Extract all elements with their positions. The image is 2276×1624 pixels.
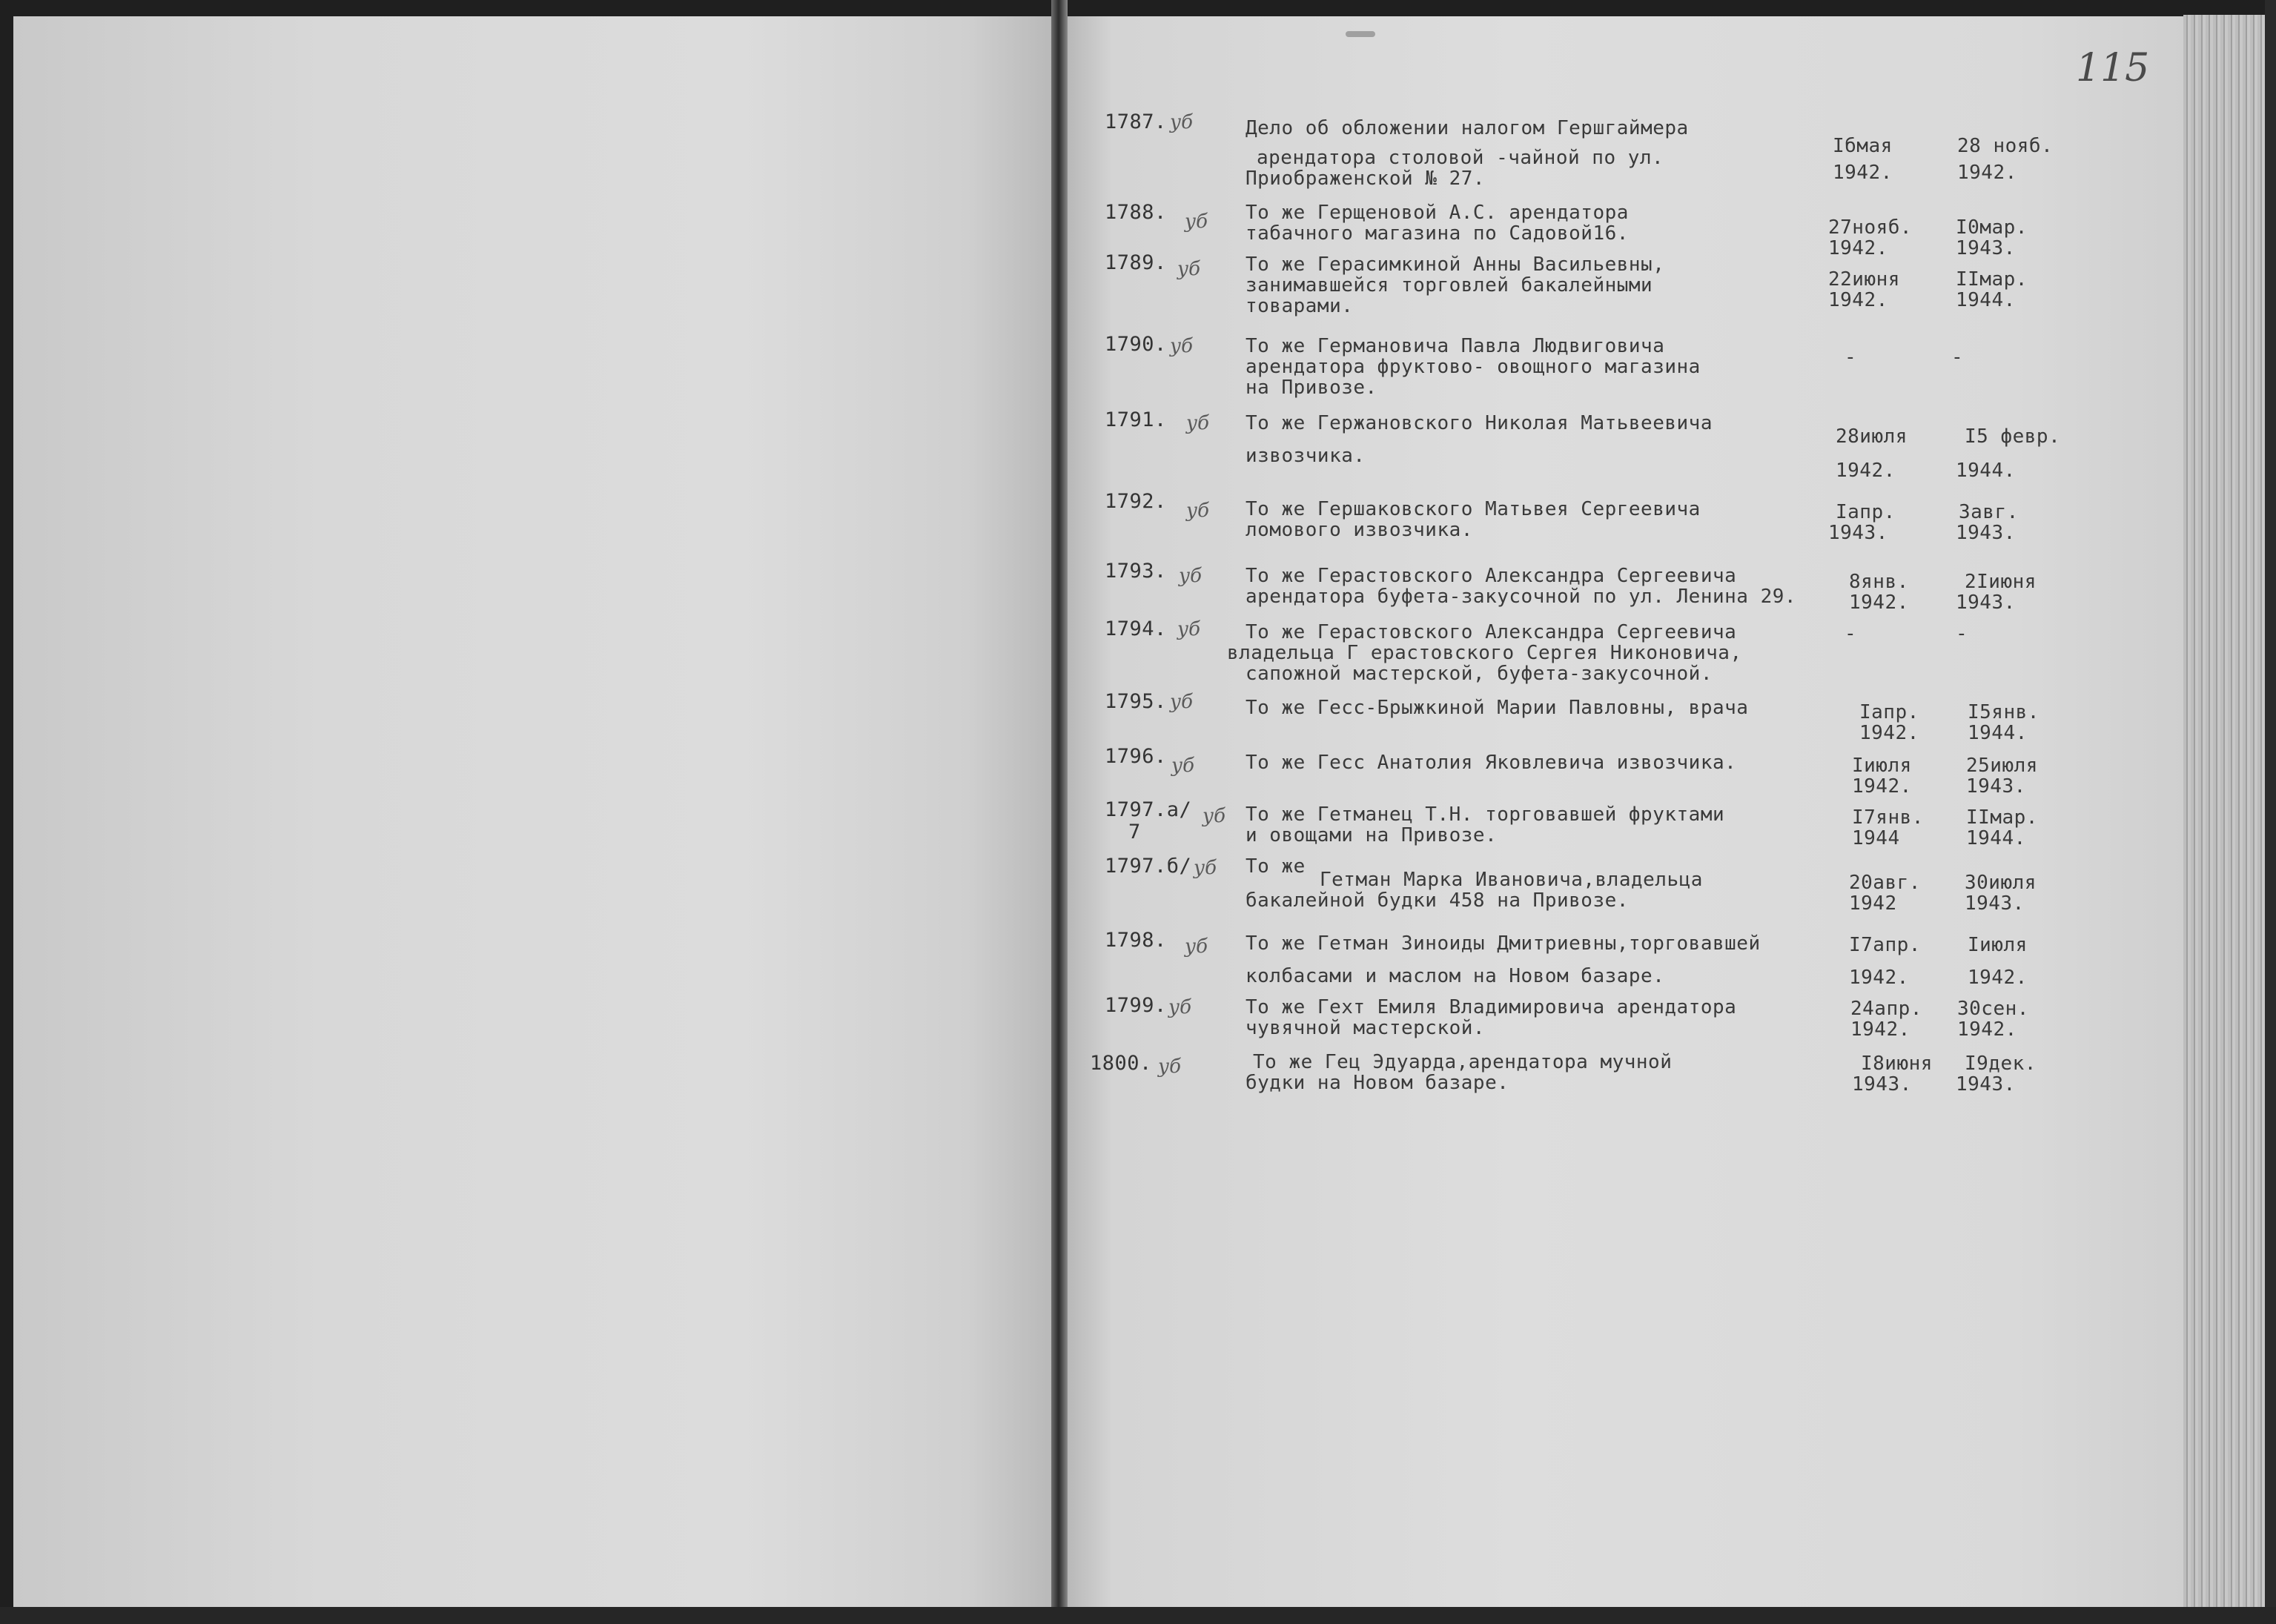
entry-mark: уб (1185, 935, 1208, 958)
entry-number: 1796. (1105, 745, 1167, 768)
entry-mark: уб (1177, 618, 1200, 640)
entry-number: 1790. (1105, 333, 1167, 356)
entry-line: бакалейной будки 458 на Привозе. (1245, 889, 1629, 912)
start-year: 1942. (1849, 591, 1909, 614)
start-date: I7апр. (1849, 934, 1921, 956)
end-year: 1943. (1956, 237, 2016, 259)
start-date: Iиюля (1852, 755, 1912, 777)
end-year: 1942. (1968, 967, 2028, 989)
start-date: 27нояб. (1828, 216, 1913, 239)
entry-number: 1797.а/ (1105, 798, 1192, 821)
start-date: - (1845, 623, 1857, 645)
entry-mark: уб (1202, 805, 1225, 827)
scan-border-bottom (0, 1607, 2276, 1624)
entry-line: товарами. (1245, 295, 1354, 317)
end-date: 2Iиюня (1965, 571, 2037, 593)
start-year: 1942. (1833, 162, 1893, 184)
entry-line: То же Гержановского Николая Матьвеевича (1245, 412, 1713, 434)
entry-mark: уб (1158, 1055, 1181, 1078)
end-date: 30июля (1965, 872, 2037, 894)
start-year: 1942. (1836, 460, 1896, 482)
start-date: I7янв. (1852, 806, 1924, 829)
scan-border-right (2265, 0, 2276, 1624)
entry-mark: уб (1177, 258, 1200, 280)
entry-number: 1797.б/ (1105, 855, 1192, 878)
start-year: 1943. (1828, 522, 1888, 544)
end-year: 1942. (1957, 1018, 2017, 1041)
start-year: 1942. (1849, 967, 1909, 989)
end-date: I0мар. (1956, 216, 2028, 239)
entry-line: То же Гесс Анатолия Яковлевича извозчика. (1245, 752, 1737, 774)
start-date: Iапр. (1859, 701, 1919, 723)
entry-line: будки на Новом базаре. (1245, 1072, 1509, 1094)
entry-number: 1791. (1105, 408, 1167, 431)
page-folio-number: 115 (2076, 46, 2150, 90)
start-date: Iбмая (1833, 135, 1893, 157)
end-year: 1943. (1956, 522, 2016, 544)
end-year: 1944. (1956, 460, 2016, 482)
start-year: 1943. (1852, 1073, 1912, 1096)
entry-line: То же Гетманец Т.Н. торговавшей фруктами (1245, 803, 1725, 826)
entry-mark: уб (1168, 996, 1191, 1018)
entry-line: арендатора фруктово- овощного магазина (1245, 356, 1701, 378)
entry-line: То же Герасимкиной Анны Васильевны, (1245, 253, 1665, 276)
end-date: 28 нояб. (1957, 135, 2054, 157)
end-date: 30сен. (1957, 998, 2029, 1020)
end-date: I9дек. (1965, 1053, 2037, 1075)
right-page (1068, 16, 2183, 1610)
entry-number: 1792. (1105, 490, 1167, 513)
entry-mark: уб (1186, 500, 1209, 522)
entry-line: занимавшейся торговлей бакалейными (1245, 274, 1653, 296)
end-date: - (1956, 623, 1968, 645)
start-year: 1942. (1852, 775, 1912, 798)
end-year: 1943. (1956, 1073, 2016, 1096)
entry-line: То же Гесс-Брыжкиной Марии Павловны, врача (1245, 697, 1749, 719)
end-year: 1944. (1956, 289, 2016, 311)
start-year: 1944 (1852, 827, 1900, 849)
entry-mark: уб (1179, 565, 1202, 587)
left-page (13, 16, 1051, 1610)
start-date: 22июня (1828, 268, 1900, 291)
entry-number: 1788. (1105, 201, 1167, 224)
entry-line: извозчика. (1245, 445, 1366, 467)
end-year: 1944. (1968, 722, 2028, 744)
entry-line: Приображенской № 27. (1245, 168, 1486, 190)
entry-line: арендатора столовой -чайной по ул. (1257, 147, 1664, 169)
entry-line: То же Германовича Павла Людвиговича (1245, 335, 1665, 357)
end-date: - (1951, 346, 1964, 368)
end-date: 25июля (1966, 755, 2038, 777)
entry-mark: уб (1170, 691, 1193, 713)
start-date: 8янв. (1849, 571, 1909, 593)
end-year: 1943. (1965, 892, 2025, 915)
start-date: I8июня (1861, 1053, 1933, 1075)
entry-line: чувячной мастерской. (1245, 1017, 1486, 1039)
end-date: I5 февр. (1965, 425, 2061, 448)
entry-number: 1795. (1105, 690, 1167, 713)
entry-number: 1793. (1105, 560, 1167, 583)
start-date: 24апр. (1850, 998, 1922, 1020)
entry-mark: уб (1170, 335, 1193, 357)
start-date: - (1845, 346, 1857, 368)
end-year: 1944. (1966, 827, 2026, 849)
entry-number: 1789. (1105, 251, 1167, 274)
end-year: 1943. (1966, 775, 2026, 798)
ink-smudge (1346, 31, 1375, 37)
entry-number: 1798. (1105, 929, 1167, 952)
entry-line: То же Гец Эдуарда,арендатора мучной (1253, 1051, 1673, 1073)
entry-number-continued: 7 (1128, 821, 1141, 844)
entry-line: на Привозе. (1245, 377, 1377, 399)
entry-line: То же Гехт Емиля Владимировича арендатора (1245, 996, 1737, 1018)
entry-line: и овощами на Привозе. (1245, 824, 1498, 846)
entry-line: сапожной мастерской, буфета-закусочной. (1245, 663, 1713, 685)
entry-line: То же Гершаковского Матьвея Сергеевича (1245, 498, 1701, 520)
page-edges (2183, 15, 2265, 1608)
book-gutter (1051, 0, 1068, 1624)
entry-mark: уб (1186, 412, 1209, 434)
entry-line: То же Герастовского Александра Сергеевича (1245, 621, 1737, 643)
entry-line: То же Гетман Зиноиды Дмитриевны,торговавшей (1245, 932, 1761, 955)
entry-line: колбасами и маслом на Новом базаре. (1245, 965, 1665, 987)
start-date: 28июля (1836, 425, 1908, 448)
entry-line: То же Герщеновой А.С. арендатора (1245, 202, 1629, 224)
entry-mark: уб (1171, 755, 1194, 777)
entry-mark: уб (1170, 111, 1193, 133)
entry-line: арендатора буфета-закусочной по ул. Ленина 29. (1245, 586, 1797, 608)
entry-mark: уб (1194, 857, 1217, 879)
entry-line: То же (1245, 855, 1306, 878)
start-year: 1942. (1850, 1018, 1911, 1041)
entry-line: ломового извозчика. (1245, 519, 1473, 541)
entry-line: табачного магазина по Садовой16. (1245, 222, 1629, 245)
start-date: 20авг. (1849, 872, 1921, 894)
end-date: 3авг. (1959, 501, 2019, 523)
entry-number: 1800. (1090, 1052, 1152, 1075)
entry-mark: уб (1185, 211, 1208, 233)
entry-number: 1787. (1105, 110, 1167, 133)
end-date: Iиюля (1968, 934, 2028, 956)
entry-line: владельца Г ерастовского Сергея Никоновича, (1227, 642, 1742, 664)
entry-line: Гетман Марка Ивановича,владельца (1320, 869, 1703, 891)
entry-number: 1799. (1105, 994, 1167, 1017)
entry-number: 1794. (1105, 617, 1167, 640)
start-date: Iапр. (1836, 501, 1896, 523)
end-year: 1942. (1957, 162, 2017, 184)
start-year: 1942 (1849, 892, 1897, 915)
end-date: I5янв. (1968, 701, 2040, 723)
end-date: IIмар. (1966, 806, 2038, 829)
start-year: 1942. (1828, 237, 1888, 259)
end-year: 1943. (1956, 591, 2016, 614)
start-year: 1942. (1828, 289, 1888, 311)
end-date: IIмар. (1956, 268, 2028, 291)
entry-line: То же Герастовского Александра Сергеевича (1245, 565, 1737, 587)
start-year: 1942. (1859, 722, 1919, 744)
entry-line: Дело об обложении налогом Гершгаймера (1245, 117, 1689, 139)
